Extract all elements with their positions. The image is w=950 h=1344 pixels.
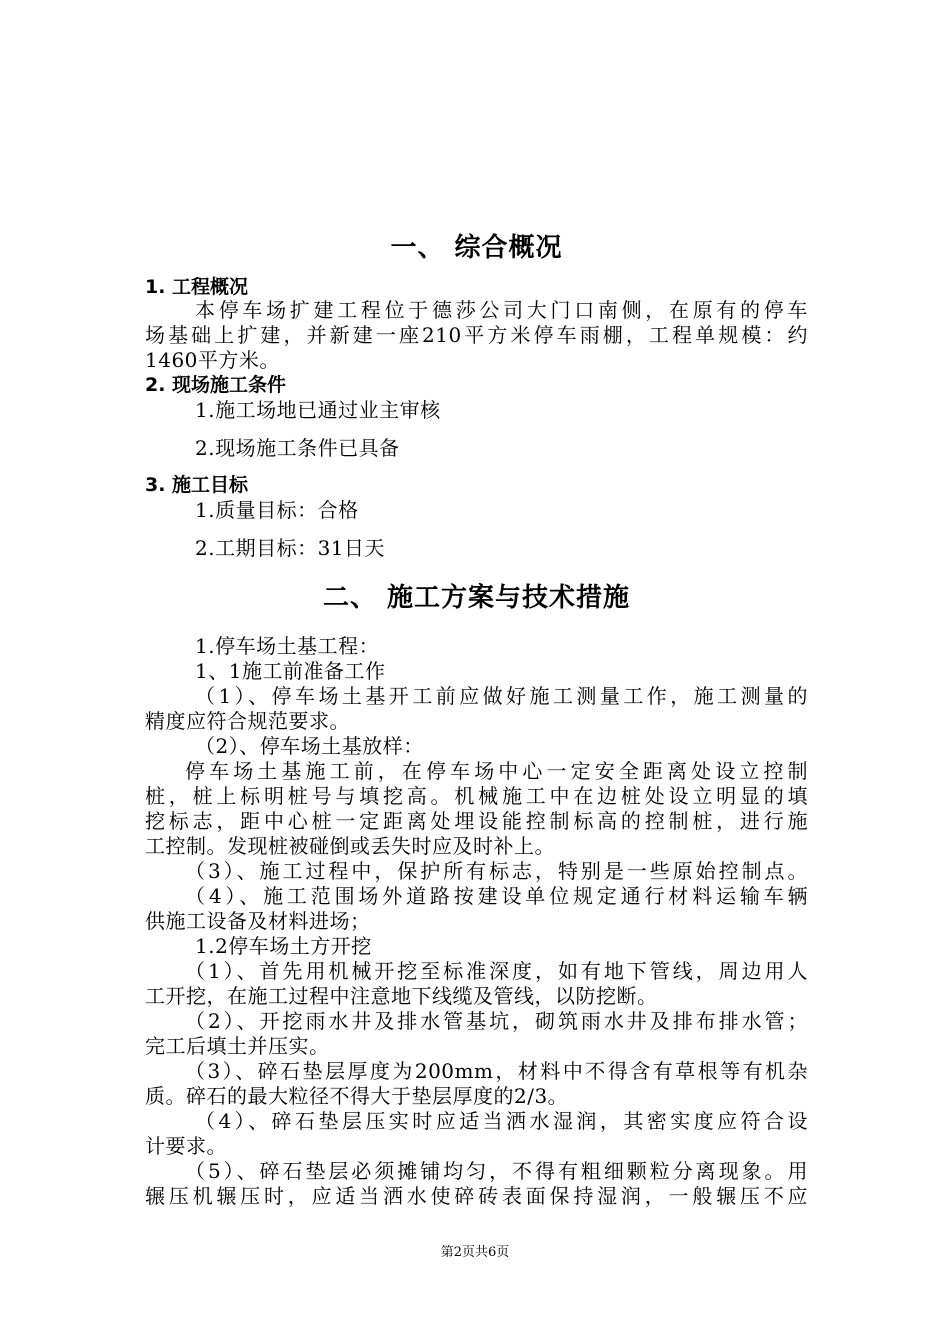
- paragraph-line: 工控制。发现桩被碰倒或丢失时应及时补上。: [145, 834, 555, 858]
- paragraph-line: 1460平方米。: [145, 348, 280, 372]
- list-item: 2.工期目标：31日天: [195, 536, 386, 560]
- paragraph-line: （5）、碎石垫层必须摊铺均匀，不得有粗细颗粒分离现象。用: [185, 1159, 808, 1183]
- paragraph-line: 供施工设备及材料进场；: [145, 909, 371, 933]
- paragraph-line: 挖标志，距中心桩一定距离处埋设能控制标高的控制桩，进行施: [145, 809, 808, 833]
- paragraph-line: 桩，桩上标明桩号与填挖高。机械施工中在边桩处设立明显的填: [145, 784, 808, 808]
- paragraph-line: 工开挖，在施工过程中注意地下线缆及管线，以防挖断。: [145, 984, 658, 1008]
- subsection-1-heading: 1. 工程概况: [145, 276, 249, 298]
- paragraph-line: 本停车场扩建工程位于德莎公司大门口南侧，在原有的停车: [195, 298, 808, 322]
- paragraph-line: 场基础上扩建，并新建一座210平方米停车雨棚，工程单规模：约: [145, 323, 808, 347]
- paragraph-line: （4）、碎石垫层压实时应适当洒水湿润，其密实度应符合设: [195, 1109, 808, 1133]
- paragraph-line: 计要求。: [145, 1134, 227, 1158]
- paragraph-line: 完工后填土并压实。: [145, 1034, 330, 1058]
- paragraph-line: （3）、施工过程中，保护所有标志，特别是一些原始控制点。: [185, 859, 808, 883]
- subsection-2-heading: 2. 现场施工条件: [145, 374, 287, 396]
- paragraph-line: （2）、停车场土基放样：: [195, 734, 424, 758]
- paragraph-line: （2）、开挖雨水井及排水管基坑，砌筑雨水井及排布排水管；: [185, 1009, 808, 1033]
- section-2-title: 二、 施工方案与技术措施: [322, 583, 631, 613]
- paragraph-line: 1、1施工前准备工作: [195, 659, 386, 683]
- paragraph-line: 停车场土基施工前，在停车场中心一定安全距离处设立控制: [185, 759, 808, 783]
- paragraph-line: （4）、施工范围场外道路按建设单位规定通行材料运输车辆: [185, 884, 808, 908]
- paragraph-line: （3）、碎石垫层厚度为200mm，材料中不得含有草根等有机杂: [185, 1059, 808, 1083]
- page-footer: 第2页共6页: [440, 1245, 510, 1260]
- paragraph-line: 质。碎石的最大粒径不得大于垫层厚度的2/3。: [145, 1084, 569, 1108]
- paragraph-line: 1.2停车场土方开挖: [195, 934, 372, 958]
- paragraph-line: 1.停车场土基工程：: [195, 634, 380, 658]
- list-item: 1.质量目标：合格: [195, 498, 359, 522]
- paragraph-line: （1）、首先用机械开挖至标准深度，如有地下管线，周边用人: [185, 959, 808, 983]
- list-item: 2.现场施工条件已具备: [195, 436, 400, 460]
- paragraph-line: 辗压机辗压时，应适当洒水使碎砖表面保持湿润，一般辗压不应: [145, 1184, 808, 1208]
- subsection-3-heading: 3. 施工目标: [145, 474, 249, 496]
- section-1-title: 一、 综合概况: [390, 233, 563, 263]
- paragraph-line: （1）、停车场土基开工前应做好施工测量工作，施工测量的: [195, 684, 808, 708]
- list-item: 1.施工场地已通过业主审核: [195, 398, 441, 422]
- paragraph-line: 精度应符合规范要求。: [145, 709, 350, 733]
